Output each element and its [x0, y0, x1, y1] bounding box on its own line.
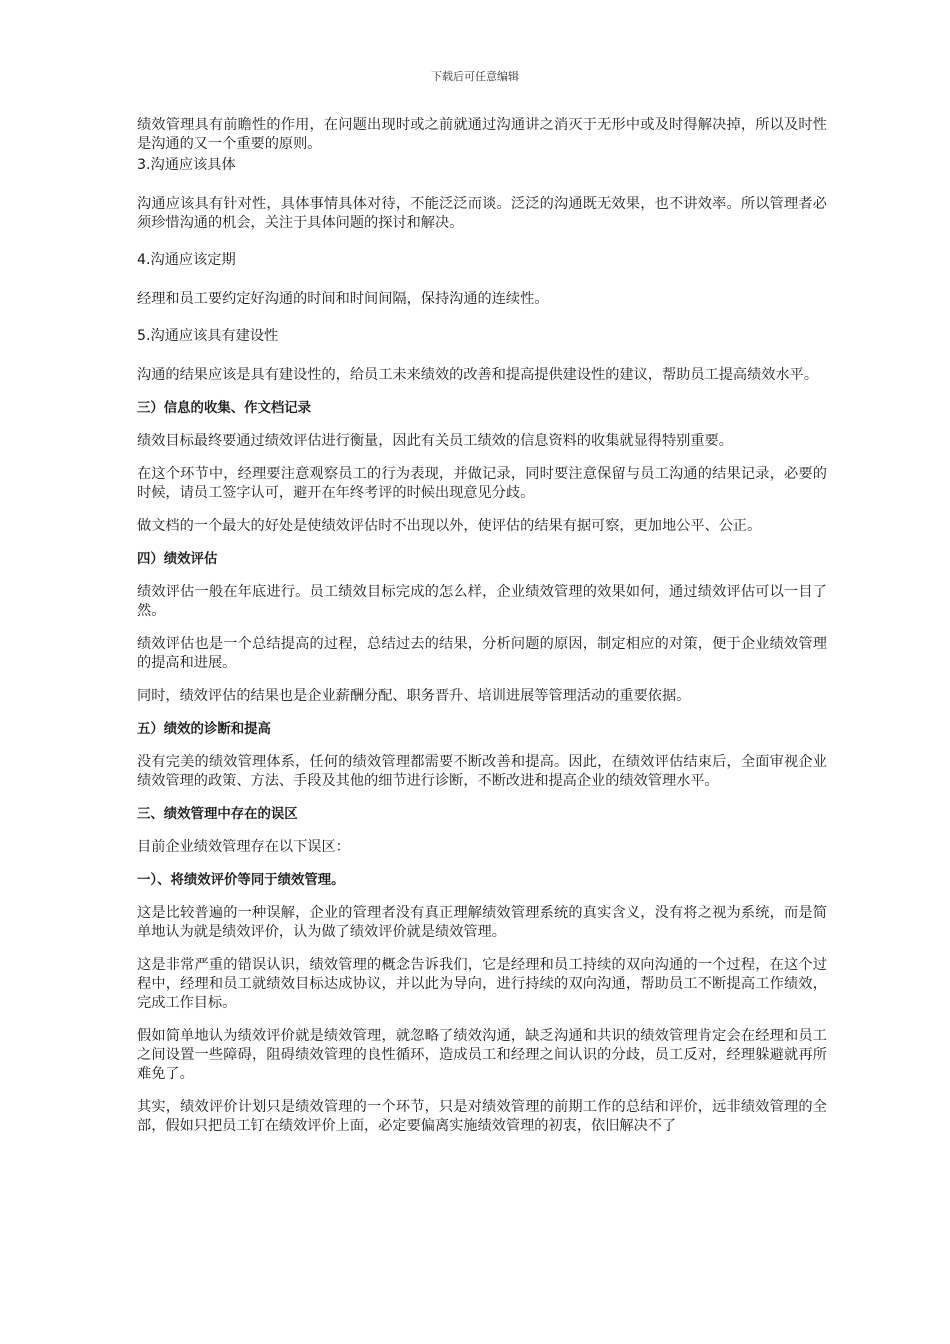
section-heading: 四）绩效评估: [137, 552, 218, 567]
paragraph: 沟通应该具有针对性，具体事情具体对待，不能泛泛而谈。泛泛的沟通既无效果，也不讲效率。所以管理者必须珍惜沟通的机会，关注于具体问题的探讨和解决。: [137, 196, 827, 231]
section-heading: 三）信息的收集、作文档记录: [137, 401, 312, 416]
subheading-4: 4.沟通应该定期: [137, 252, 236, 268]
paragraph: 假如简单地认为绩效评价就是绩效管理，就忽略了绩效沟通，缺乏沟通和共识的绩效管理肯定会在经理和员工之间设置一些障碍，阻碍绩效管理的良性循环，造成员工和经理之间认识的分歧，员工反对，经理躲避就再所难免了。: [137, 1028, 827, 1082]
paragraph: 这是非常严重的错误认识，绩效管理的概念告诉我们，它是经理和员工持续的双向沟通的一个过程，在这个过程中，经理和员工就绩效目标达成协议，并以此为导向，进行持续的双向沟通，帮助员工不断提高工作绩效，完成工作目标。: [137, 957, 827, 1011]
section-heading: 五）绩效的诊断和提高: [137, 722, 271, 737]
paragraph: 绩效目标最终要通过绩效评估进行衡量，因此有关员工绩效的信息资料的收集就显得特别重要。: [137, 433, 733, 449]
section-heading: 一）、将绩效评价等同于绩效管理。: [137, 873, 345, 888]
paragraph: 沟通的结果应该是具有建设性的，给员工未来绩效的改善和提高提供建设性的建议，帮助员工提高绩效水平。: [137, 367, 819, 383]
paragraph: 绩效管理具有前瞻性的作用，在问题出现时或之前就通过沟通讲之消灭于无形中或及时得解决掉，所以及时性是沟通的又一个重要的原则。: [137, 117, 827, 152]
paragraph: 这是比较普遍的一种误解，企业的管理者没有真正理解绩效管理系统的真实含义，没有将之视为系统，而是简单地认为就是绩效评价，认为做了绩效评价就是绩效管理。: [137, 905, 827, 940]
subheading-3: 3.沟通应该具体: [137, 157, 236, 173]
paragraph: 在这个环节中，经理要注意观察员工的行为表现，并做记录，同时要注意保留与员工沟通的结果记录，必要的时候，请员工签字认可，避开在年终考评的时候出现意见分歧。: [137, 466, 827, 501]
paragraph: 同时，绩效评估的结果也是企业薪酬分配、职务晋升、培训进展等管理活动的重要依据。: [137, 688, 691, 704]
chapter-heading: 三、绩效管理中存在的误区: [137, 807, 298, 822]
paragraph: 绩效评估一般在年底进行。员工绩效目标完成的怎么样，企业绩效管理的效果如何，通过绩效评估可以一目了然。: [137, 584, 827, 619]
paragraph: 目前企业绩效管理存在以下误区：: [137, 839, 350, 855]
paragraph: 没有完美的绩效管理体系，任何的绩效管理都需要不断改善和提高。因此，在绩效评估结束后，全面审视企业绩效管理的政策、方法、手段及其他的细节进行诊断，不断改进和提高企业的绩效管理水平。: [137, 754, 827, 789]
paragraph: 做文档的一个最大的好处是使绩效评估时不出现以外，使评估的结果有据可察，更加地公平、公正。: [137, 518, 762, 534]
paragraph: 绩效评估也是一个总结提高的过程，总结过去的结果，分析问题的原因，制定相应的对策，便于企业绩效管理的提高和进展。: [137, 636, 827, 671]
page-header: 下载后可任意编辑: [431, 70, 519, 83]
subheading-5: 5.沟通应该具有建设性: [137, 328, 279, 344]
paragraph: 经理和员工要约定好沟通的时间和时间间隔，保持沟通的连续性。: [137, 291, 549, 307]
document-body: [137, 116, 827, 1136]
paragraph: 其实，绩效评价计划只是绩效管理的一个环节，只是对绩效管理的前期工作的总结和评价，远非绩效管理的全部，假如只把员工钉在绩效评价上面，必定要偏离实施绩效管理的初衷，依旧解决不了: [137, 1099, 827, 1134]
